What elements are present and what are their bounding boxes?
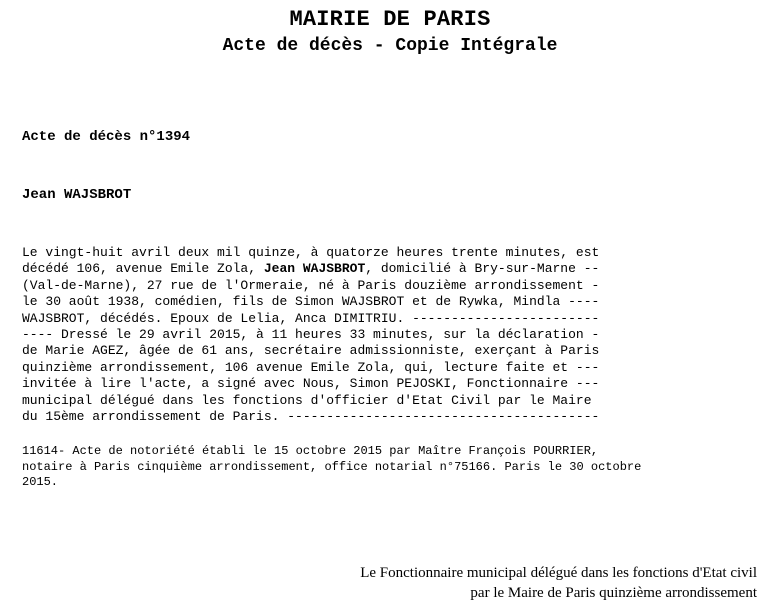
act-body-line: (Val-de-Marne), 27 rue de l'Ormeraie, né à Paris douzième arrondissement - — [22, 277, 600, 293]
act-body-line: de Marie AGEZ, âgée de 61 ans, secrétaire admissionniste, exerçant à Paris — [22, 343, 600, 359]
signature-block — [360, 563, 757, 600]
act-body — [22, 245, 722, 425]
act-body-text: , domicilié à Bry-sur-Marne -- — [365, 261, 600, 277]
act-body-name-bold: Jean WAJSBROT — [263, 261, 366, 277]
act-body-line: Le vingt-huit avril deux mil quinze, à quatorze heures trente minutes, est — [22, 245, 600, 260]
act-body-line: quinzième arrondissement, 106 avenue Emile Zola, qui, lecture faite et --- — [22, 359, 600, 375]
act-body-line: du 15ème arrondissement de Paris. ---------------------------------------- — [22, 409, 600, 425]
act-body-line: ---- Dressé le 29 avril 2015, à 11 heures 33 minutes, sur la déclaration - — [22, 327, 600, 343]
act-body-line: le 30 août 1938, comédien, fils de Simon WAJSBROT et de Rywka, Mindla ---- — [22, 294, 600, 310]
document-header — [0, 6, 757, 58]
act-number: Acte de décès n°1394 — [22, 129, 191, 145]
document-subtitle: Acte de décès - Copie Intégrale — [222, 36, 558, 56]
notary-note-line: 11614- Acte de notoriété établi le 15 octobre 2015 par Maître François POURRIER, — [22, 444, 599, 458]
signature-line: Le Fonctionnaire municipal délégué dans les fonctions d'Etat civil — [360, 565, 757, 581]
act-body-line: WAJSBROT, décédés. Epoux de Lelia, Anca DIMITRIU. ------------------------ — [22, 310, 600, 326]
notary-note — [22, 444, 722, 491]
signature-line: par le Maire de Paris quinzième arrondissement — [470, 585, 757, 600]
act-body-line: invitée à lire l'acte, a signé avec Nous, Simon PEJOSKI, Fonctionnaire --- — [22, 376, 600, 392]
notary-note-line: notaire à Paris cinquième arrondissement, office notarial n°75166. Paris le 30 octobre — [22, 459, 642, 474]
document-title: MAIRIE DE PARIS — [289, 7, 491, 32]
act-body-text: décédé 106, avenue Emile Zola, — [22, 261, 264, 277]
notary-note-line: 2015. — [22, 475, 59, 489]
act-body-line — [22, 261, 722, 277]
deceased-name: Jean WAJSBROT — [22, 187, 132, 203]
act-body-line: municipal délégué dans les fonctions d'officier d'Etat Civil par le Maire — [22, 392, 592, 408]
